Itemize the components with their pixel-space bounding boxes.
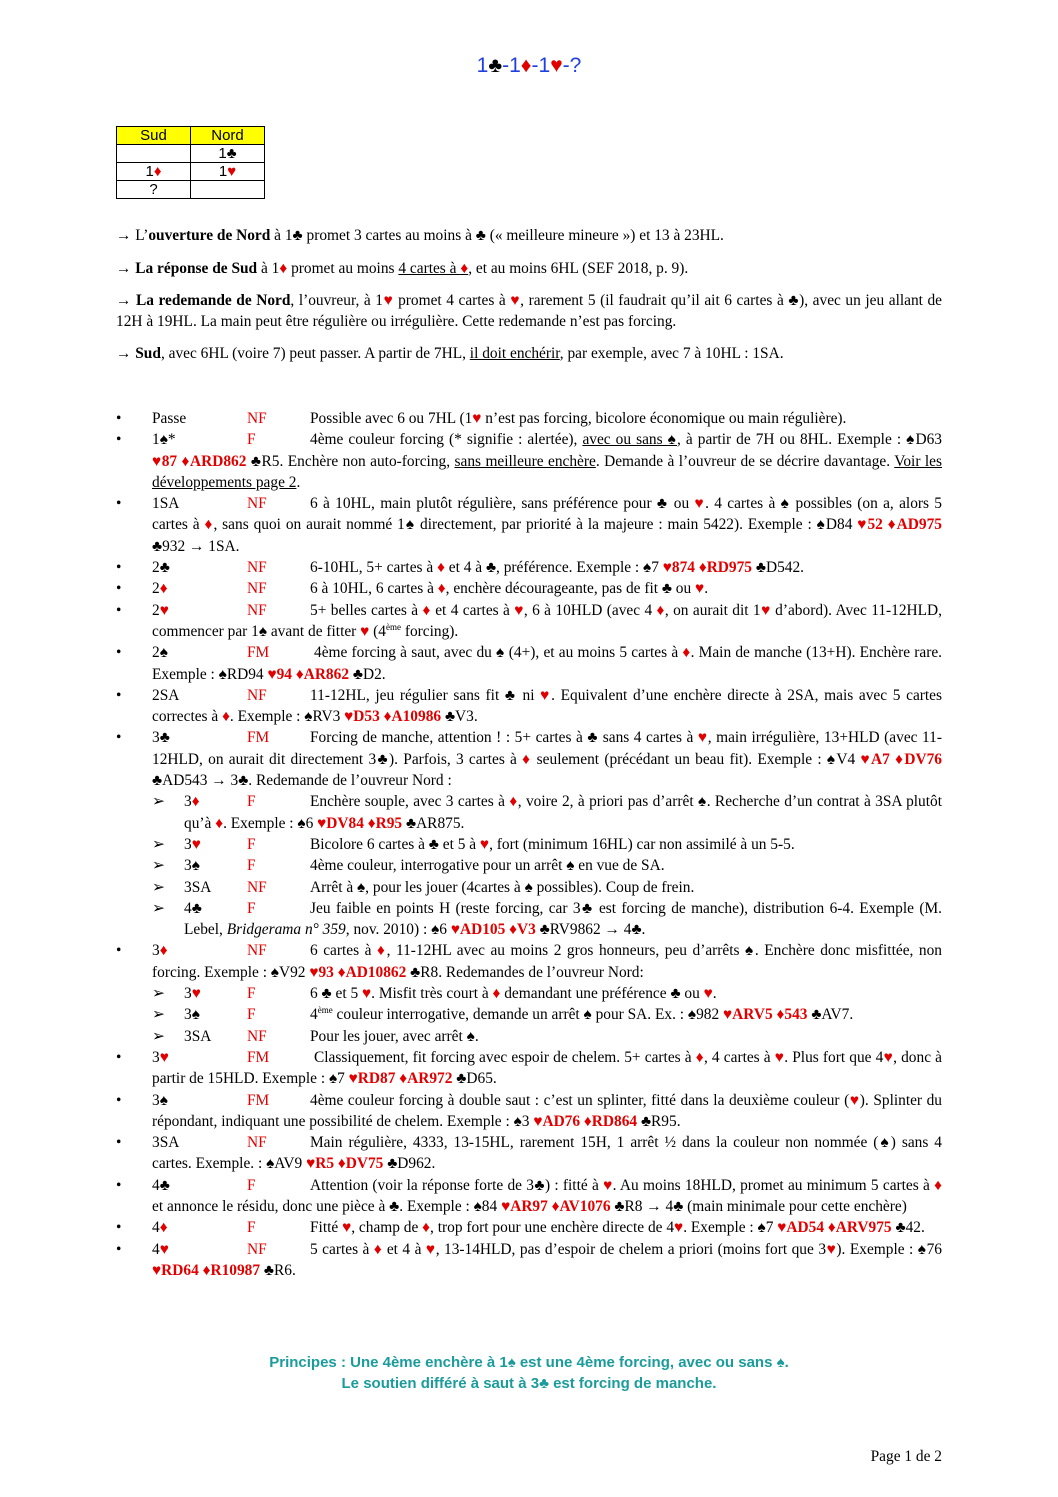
bid-description: 5+ belles cartes à ♦ et 4 cartes à ♥, 6 à 10HLD (avec 4 ♦, on aurait dit 1♥ d’abord). Avec 11-12HLD, commencer par 1♠ avant de fitter ♥ (4ème forcing).	[152, 601, 943, 640]
page-title: 1♣-1♦-1♥-?	[476, 54, 582, 77]
principe-line-1: Principes : Une 4ème enchère à 1♠ est une 4ème forcing, avec ou sans ♠.	[269, 1354, 789, 1371]
bid-item	[116, 1132, 942, 1175]
bullet-icon: •	[116, 559, 122, 577]
bid-item	[116, 940, 942, 983]
bid-item	[116, 493, 942, 557]
sub-forcing-code: F	[247, 857, 256, 875]
forcing-code: F	[247, 431, 256, 449]
forcing-code: NF	[247, 601, 267, 619]
bullet-icon: •	[116, 601, 122, 619]
principes-box	[0, 1352, 1058, 1394]
forcing-code: NF	[247, 559, 267, 577]
bid-description: 6 à 10HL, main plutôt régulière, sans préférence pour ♣ ou ♥. 4 cartes à ♠ possibles (on a, alors 5 cartes à ♦, sans quoi on aurait nommé 1♠ directement, par priorité à la majeure : main 5422). Exemple : ♠D84 ♥52 ♦AD975 ♣932 → 1SA.	[152, 495, 943, 555]
bid-description: Classiquement, fit forcing avec espoir de chelem. 5+ cartes à ♦, 4 cartes à ♥. Plus fort que 4♥, donc à partir de 15HLD. Exemple : ♠7 ♥RD87 ♦AR972 ♣D65.	[152, 1048, 943, 1088]
bullet-icon: •	[116, 431, 122, 449]
bullet-icon: •	[116, 644, 122, 662]
bid-label: 2♠	[152, 644, 168, 662]
bid-description: 6 cartes à ♦, 11-12HL avec au moins 2 gros honneurs, peu d’arrêts ♠. Enchère donc misfittée, non forcing. Exemple : ♠V92 ♥93 ♦AD10862 ♣R8. Redemandes de l’ouvreur Nord:	[152, 942, 942, 981]
arrow-bullet-icon: ➢	[152, 835, 165, 853]
bid-description: Fitté ♥, champ de ♦, trop fort pour une enchère directe de 4♥. Exemple : ♠7 ♥AD54 ♦ARV975 ♣42.	[310, 1219, 925, 1237]
bid-description: 4ème forcing à saut, avec du ♠ (4+), et au moins 5 cartes à ♦. Main de manche (13+H). Enchère rare. Exemple : ♠RD94 ♥94 ♦AR862 ♣D2.	[152, 644, 942, 683]
bid-description: 4ème couleur forcing à double saut : c’est un splinter, fitté dans la deuxième couleur (♥). Splinter du répondant, indiquant une possibilité de chelem. Exemple : ♠3 ♥AD76 ♦RD864 ♣R95.	[152, 1091, 943, 1130]
sub-bid-label: 3♠	[184, 1006, 200, 1024]
sub-bid-item	[152, 877, 942, 898]
sub-bid-description: 4ème couleur interrogative, demande un arrêt ♠ pour SA. Ex. : ♠982 ♥ARV5 ♦543 ♣AV7.	[310, 1005, 854, 1024]
sub-bid-description: Jeu faible en points H (reste forcing, car 3♣ est forcing de manche), distribution 6-4. Exemple (M. Lebel, Bridgerama n° 359, nov. 2010) : ♠6 ♥AD105 ♦V3 ♣RV9862 → 4♣.	[184, 899, 942, 939]
bid-label: 3♠	[152, 1091, 168, 1109]
page-number: Page 1 de 2	[870, 1448, 942, 1465]
bid-item	[116, 1047, 942, 1090]
sub-forcing-code: F	[247, 835, 256, 853]
bid-item	[116, 578, 942, 599]
arrow-bullet-icon: ➢	[152, 1027, 165, 1045]
forcing-code: NF	[247, 495, 267, 513]
sub-forcing-code: NF	[247, 878, 267, 896]
sub-bid-label: 3SA	[184, 1027, 212, 1045]
arrow-bullet-icon: ➢	[152, 857, 165, 875]
sub-bid-item	[152, 855, 942, 876]
bid-item	[116, 1217, 942, 1238]
bullet-icon: •	[116, 1091, 122, 1109]
sub-bid-item	[152, 1004, 942, 1025]
bid-label: 4♦	[152, 1219, 168, 1237]
bid-description: 4ème couleur forcing (* signifie : alertée), avec ou sans ♠, à partir de 7H ou 8HL. Exemple : ♠D63 ♥87 ♦ARD862 ♣R5. Enchère non auto-forcing, sans meilleure enchère. Demande à l’ouvreur de se décrire davantage. Voir les développements page 2.	[152, 431, 943, 491]
cell-r1-nord: 1♣	[191, 145, 265, 163]
bid-item	[116, 557, 942, 578]
bid-description: 6 à 10HL, 6 cartes à ♦, enchère décourageante, pas de fit ♣ ou ♥.	[310, 580, 709, 598]
bidding-table	[116, 126, 265, 199]
forcing-code: F	[247, 1176, 256, 1194]
cell-r2-nord: 1♥	[191, 163, 265, 181]
arrow-bullet-icon: ➢	[152, 793, 165, 811]
bid-description: Forcing de manche, attention ! : 5+ cartes à ♣ sans 4 cartes à ♥, main irrégulière, 13+HLD (avec 11-12HLD, on aurait dit directement 3♣). Parfois, 3 cartes à ♦ seulement (précédant un beau fit). Exemple : ♠V4 ♥A7 ♦DV76 ♣AD543 → 3♣. Redemande de l’ouvreur Nord :	[152, 729, 942, 790]
bid-item	[116, 727, 942, 791]
sub-bid-item	[152, 1026, 942, 1047]
cell-r1-sud	[117, 145, 191, 163]
arrow-bullet-icon: ➢	[152, 878, 165, 896]
bullet-icon: •	[116, 410, 122, 427]
forcing-code: NF	[247, 580, 267, 598]
bid-label: 2SA	[152, 686, 180, 704]
bid-label: 2♦	[152, 580, 168, 598]
bid-description: Possible avec 6 ou 7HL (1♥ n’est pas forcing, bicolore économique ou main régulière).	[310, 410, 847, 427]
bullet-icon: •	[116, 1048, 122, 1066]
forcing-code: FM	[247, 729, 270, 747]
forcing-code: NF	[247, 1134, 267, 1152]
cell-r2-sud: 1♦	[117, 163, 191, 181]
sub-forcing-code: F	[247, 985, 256, 1003]
bid-label: 2♣	[152, 559, 170, 577]
intro-paragraph-4: → Sud, avec 6HL (voire 7) peut passer. A partir de 7HL, il doit enchérir, par exemple, avec 7 à 10HL : 1SA.	[116, 345, 784, 362]
sub-forcing-code: F	[247, 1006, 256, 1024]
bid-label: 4♣	[152, 1176, 170, 1194]
sub-bid-description: Enchère souple, avec 3 cartes à ♦, voire 2, à priori pas d’arrêt ♠. Recherche d’un contrat à 3SA plutôt qu’à ♦. Exemple : ♠6 ♥DV84 ♦R95 ♣AR875.	[184, 793, 942, 832]
forcing-code: FM	[247, 644, 270, 662]
bullet-icon: •	[116, 1219, 122, 1237]
sub-bid-label: 3SA	[184, 878, 212, 896]
bid-description: 5 cartes à ♦ et 4 à ♥, 13-14HLD, pas d’espoir de chelem a priori (moins fort que 3♥). Exemple : ♠76 ♥RD64 ♦R10987 ♣R6.	[152, 1240, 943, 1279]
sub-bid-description: Arrêt à ♠, pour les jouer (4cartes à ♠ possibles). Coup de frein.	[310, 878, 695, 896]
sub-forcing-code: F	[247, 793, 256, 811]
bullet-icon: •	[116, 1240, 122, 1258]
bid-label: 1♠*	[152, 431, 176, 449]
bid-label: 3♣	[152, 729, 170, 747]
bullet-icon: •	[116, 1134, 122, 1152]
forcing-code: NF	[247, 410, 267, 427]
forcing-code: FM	[247, 1048, 270, 1066]
bid-label: 4♥	[152, 1240, 169, 1258]
bid-item	[116, 429, 942, 493]
bid-description: 11-12HL, jeu régulier sans fit ♣ ni ♥. Equivalent d’une enchère directe à 2SA, mais avec 5 cartes correctes à ♦. Exemple : ♠RV3 ♥D53 ♦A10986 ♣V3.	[152, 686, 943, 726]
sub-bid-description: Bicolore 6 cartes à ♣ et 5 à ♥, fort (minimum 16HL) car non assimilé à un 5-5.	[310, 835, 795, 853]
arrow-bullet-icon: ➢	[152, 1006, 165, 1024]
sub-forcing-code: NF	[247, 1027, 267, 1045]
sub-bid-label: 3♦	[184, 793, 200, 811]
sub-bid-label: 3♠	[184, 857, 200, 875]
arrow-bullet-icon: ➢	[152, 899, 165, 917]
sub-bid-label: 3♥	[184, 985, 201, 1003]
bullet-icon: •	[116, 580, 122, 598]
bid-item	[116, 1090, 942, 1133]
forcing-code: F	[247, 1219, 256, 1237]
bid-item	[116, 1175, 942, 1218]
bid-list	[116, 408, 942, 1281]
intro-paragraph-2: → La réponse de Sud à 1♦ promet au moins 4 cartes à ♦, et au moins 6HL (SEF 2018, p. 9).	[116, 260, 689, 277]
bullet-icon: •	[116, 942, 122, 960]
principe-line-2: Le soutien différé à saut à 3♣ est forcing de manche.	[341, 1375, 717, 1392]
bid-item	[116, 408, 942, 429]
bid-label: 2♥	[152, 601, 169, 619]
bid-label: 3♦	[152, 942, 168, 960]
intro-paragraph-1: → L’ouverture de Nord à 1♣ promet 3 cartes au moins à ♣ (« meilleure mineure ») et 13 à 23HL.	[116, 227, 724, 244]
sub-bid-item	[152, 983, 942, 1004]
bid-item	[116, 1239, 942, 1282]
sub-bid-label: 3♥	[184, 835, 201, 853]
sub-bid-item	[152, 898, 942, 941]
bid-label: 1SA	[152, 495, 180, 513]
sub-forcing-code: F	[247, 899, 256, 917]
bid-description: Attention (voir la réponse forte de 3♣) : fitté à ♥. Au moins 18HLD, promet au minimum 5 cartes à ♦ et annonce le résidu, donc une pièce à ♣. Exemple : ♠84 ♥AR97 ♦AV1076 ♣R8 → 4♣ (main minimale pour cette enchère)	[152, 1176, 943, 1215]
bid-label: Passe	[152, 410, 187, 427]
sub-bid-item	[152, 791, 942, 834]
bullet-icon: •	[116, 1176, 122, 1194]
header-nord: Nord	[191, 127, 265, 145]
sub-bid-item	[152, 834, 942, 855]
bid-label: 3SA	[152, 1134, 180, 1152]
header-sud: Sud	[117, 127, 191, 145]
forcing-code: NF	[247, 942, 267, 960]
forcing-code: NF	[247, 686, 267, 704]
forcing-code: NF	[247, 1240, 267, 1258]
forcing-code: FM	[247, 1091, 270, 1109]
sub-bid-description: 4ème couleur, interrogative pour un arrêt ♠ en vue de SA.	[310, 857, 665, 875]
bid-label: 3♥	[152, 1048, 169, 1066]
sub-bid-description: Pour les jouer, avec arrêt ♠.	[310, 1027, 479, 1045]
bullet-icon: •	[116, 495, 122, 513]
bid-item	[116, 685, 942, 728]
bid-description: Main régulière, 4333, 13-15HL, rarement 15H, 1 arrêt ½ dans la couleur non nommée (♠) sans 4 cartes. Exemple. : ♠AV9 ♥R5 ♦DV75 ♣D962.	[152, 1134, 942, 1173]
bid-item	[116, 600, 942, 643]
sub-bid-label: 4♣	[184, 899, 202, 917]
arrow-bullet-icon: ➢	[152, 985, 165, 1003]
bullet-icon: •	[116, 729, 122, 747]
sub-bid-description: 6 ♣ et 5 ♥. Misfit très court à ♦ demandant une préférence ♣ ou ♥.	[310, 985, 717, 1003]
cell-r3-sud: ?	[117, 181, 191, 199]
cell-r3-nord	[191, 181, 265, 199]
bid-description: 6-10HL, 5+ cartes à ♦ et 4 à ♣, préférence. Exemple : ♠7 ♥874 ♦RD975 ♣D542.	[310, 559, 805, 577]
bullet-icon: •	[116, 686, 122, 704]
intro-paragraph-3: → La redemande de Nord, l’ouvreur, à 1♥ promet 4 cartes à ♥, rarement 5 (il faudrait qu’il ait 6 cartes à ♣), avec un jeu allant de 12H à 19HL. La main peut être régulière ou irrégulière. Cette redemande n’est pas forcing.	[116, 292, 942, 331]
bid-item	[116, 642, 942, 685]
